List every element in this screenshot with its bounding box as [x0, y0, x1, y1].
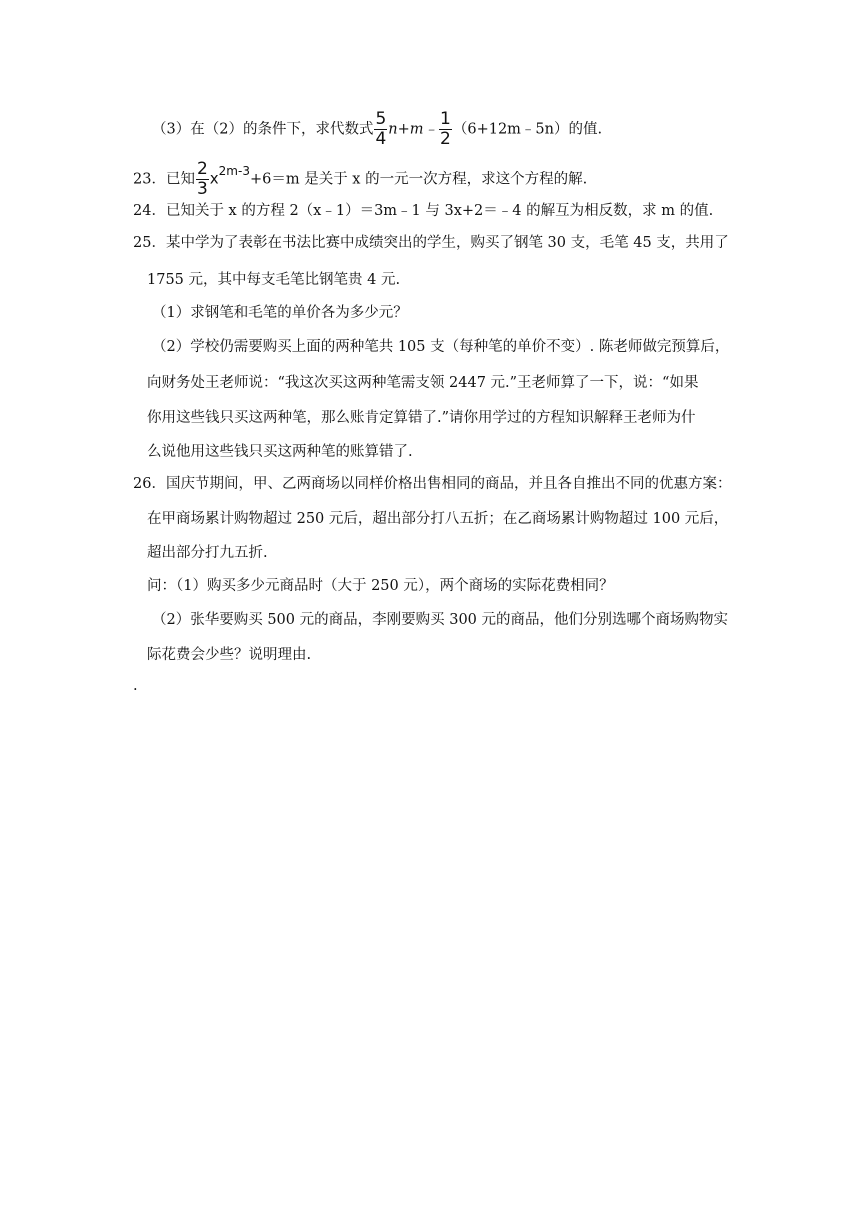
- question-26-line1: 26．国庆节期间，甲、乙两商场以同样价格出售相同的商品，并且各自推出不同的优惠方案：: [133, 476, 732, 492]
- q23-tail: +6＝m 是关于 x 的一元一次方程，求这个方程的解.: [249, 171, 588, 188]
- question-25-sub2-line1: （2）学校仍需要购买上面的两种笔共 105 支（每种笔的单价不变）. 陈老师做完预算后，: [152, 339, 730, 355]
- trailing-dot: .: [133, 678, 138, 694]
- question-25-sub2-line4: 么说他用这些钱只买这两种笔的账算错了.: [147, 444, 413, 460]
- question-24: [133, 201, 713, 221]
- fraction-5-4: $\frac{5}{4}$: [375, 109, 387, 149]
- question-23: 23．已知 $\frac{2}{3}$ $x^{2m-3}+6=m$ 是关于 x 的一元一次方程，求这个方程的解.: [133, 159, 588, 199]
- question-number: 26．: [133, 476, 166, 492]
- q24-text: 已知关于 x 的方程 2（x﹣1）＝3m﹣1 与 3x+2＝﹣4 的解互为相反数，求 m 的值.: [165, 203, 714, 219]
- question-number: 24．: [133, 203, 166, 219]
- question-26-line3: 超出部分打九五折.: [147, 545, 268, 561]
- q22-part3-text: （3）在（2）的条件下，求代数式: [152, 121, 374, 138]
- q22-part3: [152, 110, 602, 149]
- question-26-sub1: 问：（1）购买多少元商品时（大于 250 元），两个商场的实际花费相同？: [147, 578, 614, 594]
- question-25-line1: 25．某中学为了表彰在书法比赛中成绩突出的学生，购买了钢笔 30 支，毛笔 45 支，共用了: [133, 235, 729, 251]
- exponent: 2m-3: [218, 163, 250, 178]
- question-26-sub2-line2: 际花费会少些？说明理由.: [147, 647, 312, 663]
- question-25-line2: 1755 元，其中每支毛笔比钢笔贵 4 元.: [147, 272, 401, 288]
- q22-part3-mid: n+m﹣: [388, 121, 439, 138]
- question-26-sub2-line1: （2）张华要购买 500 元的商品，李刚要购买 300 元的商品，他们分别选哪个商场购物实: [152, 612, 729, 628]
- question-number: 23．: [133, 171, 166, 188]
- fraction-2-3: $\frac{2}{3}$: [196, 159, 208, 199]
- question-25-sub2-line3: 你用这些钱只买这两种笔，那么账肯定算错了.”请你用学过的方程知识解释王老师为什: [147, 410, 696, 426]
- q22-part3-tail: （6+12m﹣5n）的值.: [452, 121, 603, 138]
- question-25-sub2-line2: 向财务处王老师说：“我这次买这两种笔需支领 2447 元.”王老师算了一下，说：“如果: [147, 375, 699, 391]
- fraction-1-2: $\frac{1}{2}$: [440, 109, 451, 149]
- variable-x: x: [209, 169, 219, 188]
- question-25-sub1: （1）求钢笔和毛笔的单价各为多少元？: [152, 305, 408, 321]
- question-number: 25．: [133, 235, 166, 251]
- question-26-line2: 在甲商场累计购物超过 250 元后，超出部分打八五折；在乙商场累计购物超过 100 元后，: [147, 511, 729, 527]
